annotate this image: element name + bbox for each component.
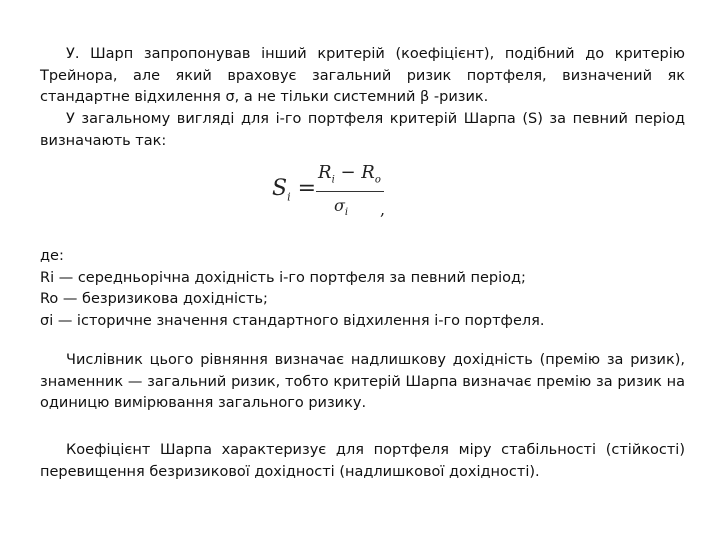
definition-sigma: σі — історичне значення стандартного відхилення і-го портфеля. <box>40 312 545 329</box>
paragraph-sharpe-characteristic: Коефіцієнт Шарпа характеризує для портфеля міру стабільності (стійкості) перевищення безризикової дохідності (надлишкової дохідності). <box>40 442 685 480</box>
formula-denominator: $\sigma_i$ <box>334 196 349 219</box>
definition-ri: Ri — середньорічна дохідність і-го портфеля за певний період; <box>40 269 526 286</box>
formula-lhs: $S_i$ = <box>272 176 317 204</box>
sharpe-ratio-formula <box>272 160 422 224</box>
paragraph-sharpe-intro: У. Шарп запропонував інший критерій (коефіцієнт), подібний до критерію Трейнора, але який враховує загальний ризик портфеля, визначений як стандартне відхилення σ, а не тільки системний β -ризик. <box>40 46 685 105</box>
paragraph-numerator-explanation: Числівник цього рівняння визначає надлишкову дохідність (премію за ризик), знаменник — загальний ризик, тобто критерій Шарпа визначає премію за ризик на одиницю вимірювання загального ризику. <box>40 352 685 411</box>
definitions-intro: де: <box>40 248 64 264</box>
definitions-list <box>40 246 685 332</box>
formula-fraction-bar <box>316 191 384 192</box>
formula-numerator: $R_i - R_o$ <box>318 162 381 186</box>
formula-comma: , <box>380 200 386 219</box>
paragraph-sharpe-definition: У загальному вигляді для і-го портфеля критерій Шарпа (S) за певний період визначають так: <box>40 111 685 149</box>
definition-ro: Ro — безризикова дохідність; <box>40 291 268 307</box>
